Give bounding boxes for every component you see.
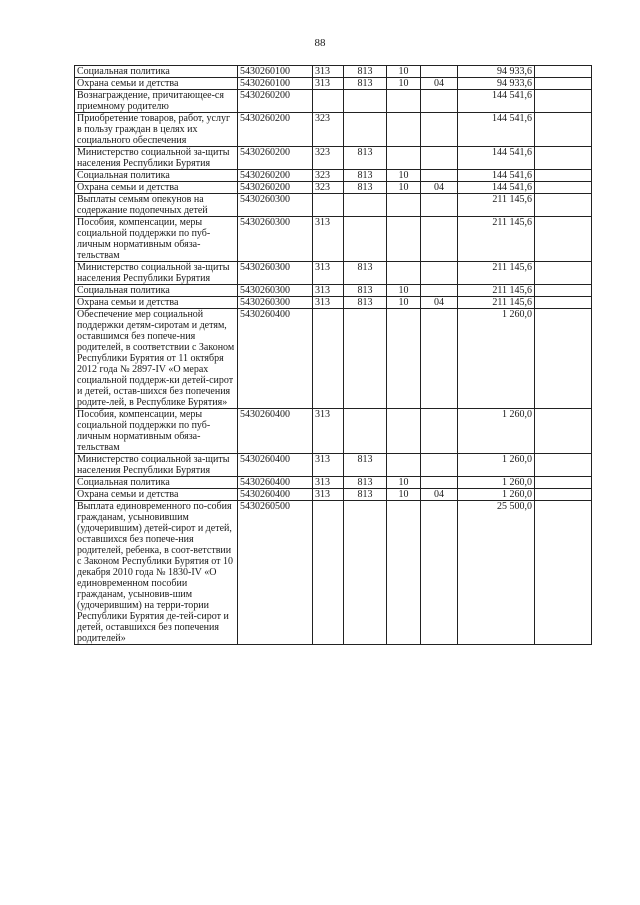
section-code [387,194,421,217]
subsection-code: 04 [421,182,458,194]
expense-type-code: 313 [313,489,344,501]
section-code [387,454,421,477]
table-row [75,285,592,297]
amount-cell: 1 260,0 [458,409,535,454]
ministry-code: 813 [344,297,387,309]
budget-table [74,65,592,645]
expense-type-code: 313 [313,217,344,262]
row-name-cell: Социальная политика [75,285,238,297]
empty-cell [535,285,592,297]
amount-cell: 144 541,6 [458,170,535,182]
section-code [387,217,421,262]
row-name-cell: Обеспечение мер социальной поддержки детям-сиротам и детям, оставшимся без попече-ния родителей, в соответствии с Законом Республики Бурятия от 11 октября 2012 года № 2897-IV «О мерах социальной поддерж-ки детей-сирот и детей, остав-шихся без попечения родите-лей, в Республике Бурятия» [75,309,238,409]
empty-cell [535,454,592,477]
table-row [75,262,592,285]
ministry-code: 813 [344,454,387,477]
empty-cell [535,501,592,645]
target-article-code: 5430260400 [238,489,313,501]
target-article-code: 5430260100 [238,66,313,78]
expense-type-code: 313 [313,297,344,309]
row-name-cell: Пособия, компенсации, меры социальной поддержки по пуб-личным нормативным обяза-тельствам [75,217,238,262]
ministry-code [344,194,387,217]
section-code [387,309,421,409]
amount-cell: 211 145,6 [458,194,535,217]
empty-cell [535,194,592,217]
subsection-code [421,409,458,454]
subsection-code: 04 [421,297,458,309]
subsection-code [421,477,458,489]
row-name-cell: Выплаты семьям опекунов на содержание подопечных детей [75,194,238,217]
expense-type-code [313,194,344,217]
table-row [75,194,592,217]
ministry-code: 813 [344,489,387,501]
target-article-code: 5430260200 [238,113,313,147]
row-name-cell: Социальная политика [75,477,238,489]
table-row [75,113,592,147]
target-article-code: 5430260100 [238,78,313,90]
expense-type-code: 313 [313,454,344,477]
section-code: 10 [387,182,421,194]
subsection-code: 04 [421,489,458,501]
table-row [75,297,592,309]
ministry-code [344,90,387,113]
subsection-code: 04 [421,78,458,90]
ministry-code: 813 [344,262,387,285]
ministry-code: 813 [344,285,387,297]
target-article-code: 5430260300 [238,194,313,217]
target-article-code: 5430260200 [238,170,313,182]
amount-cell: 211 145,6 [458,297,535,309]
empty-cell [535,78,592,90]
expense-type-code: 313 [313,409,344,454]
empty-cell [535,409,592,454]
target-article-code: 5430260400 [238,309,313,409]
section-code [387,409,421,454]
subsection-code [421,454,458,477]
amount-cell: 144 541,6 [458,147,535,170]
expense-type-code [313,309,344,409]
ministry-code [344,409,387,454]
subsection-code [421,170,458,182]
expense-type-code [313,501,344,645]
target-article-code: 5430260400 [238,454,313,477]
empty-cell [535,489,592,501]
amount-cell: 1 260,0 [458,454,535,477]
table-row [75,78,592,90]
row-name-cell: Социальная политика [75,170,238,182]
section-code [387,147,421,170]
amount-cell: 25 500,0 [458,501,535,645]
target-article-code: 5430260200 [238,182,313,194]
ministry-code: 813 [344,66,387,78]
empty-cell [535,170,592,182]
row-name-cell: Охрана семьи и детства [75,489,238,501]
amount-cell: 1 260,0 [458,489,535,501]
row-name-cell: Вознаграждение, причитающее-ся приемному родителю [75,90,238,113]
ministry-code: 813 [344,147,387,170]
empty-cell [535,297,592,309]
row-name-cell: Социальная политика [75,66,238,78]
ministry-code [344,309,387,409]
expense-type-code: 313 [313,477,344,489]
table-row [75,66,592,78]
row-name-cell: Министерство социальной за-щиты населения Республики Бурятия [75,454,238,477]
subsection-code [421,285,458,297]
ministry-code [344,501,387,645]
row-name-cell: Пособия, компенсации, меры социальной поддержки по пуб-личным нормативным обяза-тельствам [75,409,238,454]
subsection-code [421,194,458,217]
amount-cell: 144 541,6 [458,90,535,113]
target-article-code: 5430260200 [238,90,313,113]
row-name-cell: Охрана семьи и детства [75,297,238,309]
table-row [75,489,592,501]
section-code: 10 [387,489,421,501]
ministry-code: 813 [344,182,387,194]
empty-cell [535,182,592,194]
expense-type-code: 313 [313,262,344,285]
amount-cell: 1 260,0 [458,309,535,409]
expense-type-code: 313 [313,78,344,90]
target-article-code: 5430260300 [238,217,313,262]
subsection-code [421,66,458,78]
empty-cell [535,113,592,147]
amount-cell: 94 933,6 [458,66,535,78]
subsection-code [421,113,458,147]
table-row [75,90,592,113]
amount-cell: 211 145,6 [458,217,535,262]
target-article-code: 5430260300 [238,262,313,285]
amount-cell: 211 145,6 [458,262,535,285]
amount-cell: 94 933,6 [458,78,535,90]
ministry-code: 813 [344,477,387,489]
table-row [75,477,592,489]
row-name-cell: Выплата единовременного по-собия гражданам, усыновившим (удочерившим) детей-сирот и детей, оставшихся без попече-ния родителей, ребенка, в соот-ветствии с Законом Республики Бурятия от 10 декабря 2010 года № 1830-IV «О единовременном пособии гражданам, усыновив-шим (удочерившим) на терри-тории Республики Бурятия де-тей-сирот и детей, оставшихся без попечения родителей» [75,501,238,645]
expense-type-code [313,90,344,113]
table-row [75,454,592,477]
expense-type-code: 323 [313,182,344,194]
section-code: 10 [387,297,421,309]
row-name-cell: Охрана семьи и детства [75,182,238,194]
table-row [75,309,592,409]
target-article-code: 5430260300 [238,297,313,309]
empty-cell [535,90,592,113]
section-code: 10 [387,170,421,182]
section-code [387,113,421,147]
target-article-code: 5430260300 [238,285,313,297]
expense-type-code: 323 [313,170,344,182]
ministry-code [344,113,387,147]
target-article-code: 5430260400 [238,409,313,454]
section-code: 10 [387,285,421,297]
amount-cell: 144 541,6 [458,182,535,194]
ministry-code: 813 [344,78,387,90]
budget-table-body [75,66,592,645]
ministry-code: 813 [344,170,387,182]
row-name-cell: Охрана семьи и детства [75,78,238,90]
ministry-code [344,217,387,262]
empty-cell [535,262,592,285]
section-code: 10 [387,477,421,489]
subsection-code [421,90,458,113]
table-row [75,147,592,170]
empty-cell [535,309,592,409]
row-name-cell: Приобретение товаров, работ, услуг в пользу граждан в целях их социального обеспечения [75,113,238,147]
amount-cell: 1 260,0 [458,477,535,489]
amount-cell: 211 145,6 [458,285,535,297]
empty-cell [535,477,592,489]
empty-cell [535,147,592,170]
table-row [75,182,592,194]
expense-type-code: 313 [313,285,344,297]
section-code [387,90,421,113]
expense-type-code: 323 [313,113,344,147]
target-article-code: 5430260400 [238,477,313,489]
expense-type-code: 323 [313,147,344,170]
subsection-code [421,217,458,262]
table-row [75,217,592,262]
subsection-code [421,262,458,285]
amount-cell: 144 541,6 [458,113,535,147]
section-code [387,501,421,645]
page-number: 88 [314,37,326,49]
section-code: 10 [387,78,421,90]
row-name-cell: Министерство социальной за-щиты населения Республики Бурятия [75,147,238,170]
empty-cell [535,66,592,78]
subsection-code [421,309,458,409]
target-article-code: 5430260500 [238,501,313,645]
section-code: 10 [387,66,421,78]
expense-type-code: 313 [313,66,344,78]
table-row [75,501,592,645]
table-row [75,170,592,182]
row-name-cell: Министерство социальной за-щиты населения Республики Бурятия [75,262,238,285]
table-row [75,409,592,454]
section-code [387,262,421,285]
subsection-code [421,147,458,170]
subsection-code [421,501,458,645]
target-article-code: 5430260200 [238,147,313,170]
empty-cell [535,217,592,262]
